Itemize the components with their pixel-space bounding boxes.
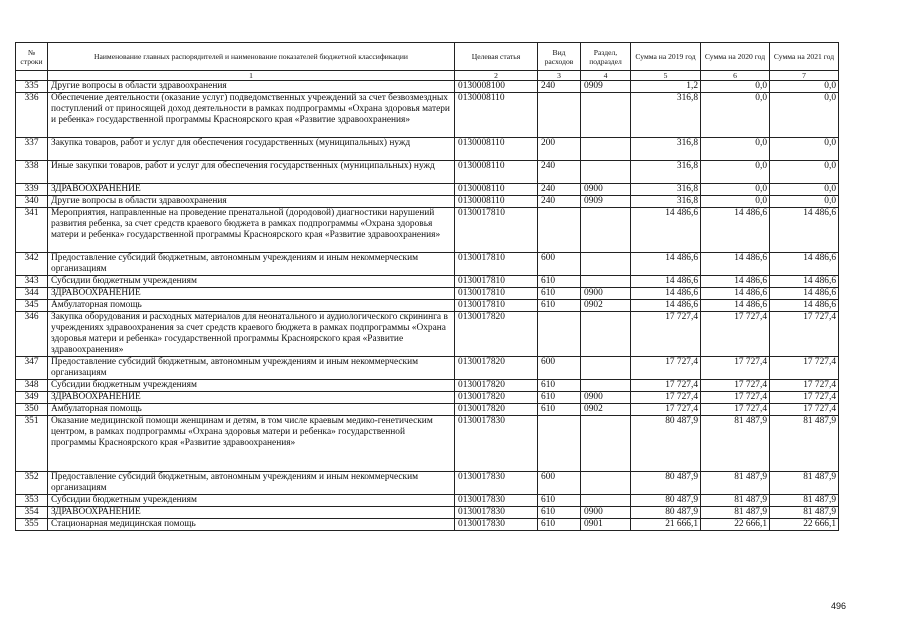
table-body — [16, 81, 839, 531]
column-number: 5 — [631, 71, 701, 81]
section-cell: 0909 — [581, 81, 631, 93]
sum-2019-cell: 14 486,6 — [631, 276, 701, 288]
section-cell: 0909 — [581, 196, 631, 208]
expense-type-cell: 600 — [538, 357, 581, 380]
expense-type-cell — [538, 208, 581, 253]
table-row — [16, 253, 839, 276]
row-number-cell: 342 — [16, 253, 48, 276]
budget-table-sheet — [15, 42, 839, 531]
sum-2020-cell: 0,0 — [701, 196, 770, 208]
target-article-cell: 0130017820 — [455, 392, 538, 404]
expense-type-cell: 240 — [538, 184, 581, 196]
header-sum-2020: Сумма на 2020 год — [701, 43, 770, 71]
name-cell: ЗДРАВООХРАНЕНИЕ — [48, 507, 455, 519]
sum-2021-cell: 81 487,9 — [770, 472, 839, 495]
sum-2020-cell: 17 727,4 — [701, 404, 770, 416]
sum-2019-cell: 14 486,6 — [631, 300, 701, 312]
sum-2019-cell: 316,8 — [631, 161, 701, 184]
header-expense-type: Вид расходов — [538, 43, 581, 71]
sum-2021-cell: 14 486,6 — [770, 300, 839, 312]
sum-2019-cell: 17 727,4 — [631, 404, 701, 416]
sum-2021-cell: 14 486,6 — [770, 276, 839, 288]
table-row — [16, 276, 839, 288]
table-row — [16, 472, 839, 495]
section-cell: 0900 — [581, 184, 631, 196]
target-article-cell: 0130017820 — [455, 380, 538, 392]
name-cell: ЗДРАВООХРАНЕНИЕ — [48, 392, 455, 404]
expense-type-cell: 200 — [538, 138, 581, 161]
section-cell: 0900 — [581, 507, 631, 519]
section-cell: 0900 — [581, 392, 631, 404]
name-cell: Обеспечение деятельности (оказание услуг) подведомственных учреждений за счет безвозмездных поступлений от приносящей доход деятельности в рамках подпрограммы «Охрана здоровья матери и ребенка» государственной программы Красноярского края «Развитие здравоохранения» — [48, 93, 455, 138]
target-article-cell: 0130017830 — [455, 495, 538, 507]
name-cell: Другие вопросы в области здравоохранения — [48, 81, 455, 93]
table-row — [16, 138, 839, 161]
sum-2019-cell: 80 487,9 — [631, 416, 701, 472]
sum-2020-cell: 0,0 — [701, 81, 770, 93]
sum-2021-cell: 14 486,6 — [770, 288, 839, 300]
table-row — [16, 507, 839, 519]
column-number: 1 — [48, 71, 455, 81]
name-cell: Иные закупки товаров, работ и услуг для обеспечения государственных (муниципальных) нужд — [48, 161, 455, 184]
target-article-cell: 0130008110 — [455, 138, 538, 161]
sum-2020-cell: 17 727,4 — [701, 357, 770, 380]
sum-2019-cell: 17 727,4 — [631, 357, 701, 380]
expense-type-cell — [538, 312, 581, 357]
target-article-cell: 0130008110 — [455, 161, 538, 184]
row-number-cell: 341 — [16, 208, 48, 253]
sum-2021-cell: 0,0 — [770, 93, 839, 138]
table-row — [16, 184, 839, 196]
sum-2019-cell: 316,8 — [631, 93, 701, 138]
row-number-cell: 345 — [16, 300, 48, 312]
sum-2020-cell: 14 486,6 — [701, 276, 770, 288]
sum-2019-cell: 80 487,9 — [631, 472, 701, 495]
name-cell: Предоставление субсидий бюджетным, автономным учреждениям и иным некоммерческим организациям — [48, 253, 455, 276]
target-article-cell: 0130008110 — [455, 196, 538, 208]
row-number-cell: 348 — [16, 380, 48, 392]
sum-2019-cell: 316,8 — [631, 196, 701, 208]
expense-type-cell: 240 — [538, 161, 581, 184]
sum-2019-cell: 80 487,9 — [631, 507, 701, 519]
target-article-cell: 0130017830 — [455, 507, 538, 519]
section-cell — [581, 93, 631, 138]
header-name: Наименование главных распорядителей и наименование показателей бюджетной классификации — [48, 43, 455, 71]
name-cell: ЗДРАВООХРАНЕНИЕ — [48, 184, 455, 196]
sum-2020-cell: 17 727,4 — [701, 312, 770, 357]
row-number-cell: 340 — [16, 196, 48, 208]
name-cell: ЗДРАВООХРАНЕНИЕ — [48, 288, 455, 300]
sum-2021-cell: 0,0 — [770, 196, 839, 208]
sum-2020-cell: 17 727,4 — [701, 380, 770, 392]
column-number: 4 — [581, 71, 631, 81]
section-cell: 0902 — [581, 300, 631, 312]
name-cell: Предоставление субсидий бюджетным, автономным учреждениям и иным некоммерческим организациям — [48, 357, 455, 380]
sum-2020-cell: 14 486,6 — [701, 288, 770, 300]
section-cell: 0900 — [581, 288, 631, 300]
sum-2021-cell: 14 486,6 — [770, 253, 839, 276]
section-cell — [581, 161, 631, 184]
name-cell: Другие вопросы в области здравоохранения — [48, 196, 455, 208]
sum-2019-cell: 14 486,6 — [631, 253, 701, 276]
row-number-cell: 343 — [16, 276, 48, 288]
expense-type-cell — [538, 93, 581, 138]
sum-2019-cell: 17 727,4 — [631, 392, 701, 404]
row-number-cell: 338 — [16, 161, 48, 184]
target-article-cell: 0130017820 — [455, 312, 538, 357]
section-cell — [581, 253, 631, 276]
sum-2020-cell: 22 666,1 — [701, 519, 770, 531]
sum-2020-cell: 81 487,9 — [701, 472, 770, 495]
expense-type-cell — [538, 416, 581, 472]
section-cell — [581, 208, 631, 253]
header-section: Раздел, подраздел — [581, 43, 631, 71]
section-cell — [581, 312, 631, 357]
sum-2020-cell: 0,0 — [701, 184, 770, 196]
expense-type-cell: 240 — [538, 81, 581, 93]
sum-2019-cell: 14 486,6 — [631, 288, 701, 300]
sum-2021-cell: 17 727,4 — [770, 312, 839, 357]
expense-type-cell: 610 — [538, 300, 581, 312]
name-cell: Мероприятия, направленные на проведение пренатальной (дородовой) диагностики нарушений развития ребенка, за счет средств краевого бюджета в рамках подпрограммы «Охрана здоровья матери и ребенка» государственной программы Красноярского края «Развитие здравоохранения» — [48, 208, 455, 253]
sum-2020-cell: 14 486,6 — [701, 300, 770, 312]
sum-2019-cell: 21 666,1 — [631, 519, 701, 531]
name-cell: Амбулаторная помощь — [48, 300, 455, 312]
section-cell — [581, 138, 631, 161]
sum-2020-cell: 0,0 — [701, 138, 770, 161]
sum-2019-cell: 17 727,4 — [631, 380, 701, 392]
table-row — [16, 288, 839, 300]
expense-type-cell: 610 — [538, 507, 581, 519]
section-cell — [581, 416, 631, 472]
sum-2019-cell: 316,8 — [631, 138, 701, 161]
header-row-number: № строки — [16, 43, 48, 71]
target-article-cell: 0130008100 — [455, 81, 538, 93]
section-cell — [581, 495, 631, 507]
section-cell — [581, 472, 631, 495]
name-cell: Амбулаторная помощь — [48, 404, 455, 416]
expense-type-cell: 610 — [538, 392, 581, 404]
table-row — [16, 404, 839, 416]
section-cell: 0901 — [581, 519, 631, 531]
target-article-cell: 0130008110 — [455, 184, 538, 196]
target-article-cell: 0130017830 — [455, 472, 538, 495]
row-number-cell: 339 — [16, 184, 48, 196]
target-article-cell: 0130017820 — [455, 357, 538, 380]
sum-2021-cell: 17 727,4 — [770, 392, 839, 404]
column-number — [16, 71, 48, 81]
table-row — [16, 196, 839, 208]
sum-2021-cell: 0,0 — [770, 184, 839, 196]
name-cell: Закупка товаров, работ и услуг для обеспечения государственных (муниципальных) нужд — [48, 138, 455, 161]
section-cell — [581, 380, 631, 392]
row-number-cell: 349 — [16, 392, 48, 404]
sum-2021-cell: 0,0 — [770, 138, 839, 161]
table-row — [16, 416, 839, 472]
row-number-cell: 346 — [16, 312, 48, 357]
target-article-cell: 0130017810 — [455, 288, 538, 300]
row-number-cell: 352 — [16, 472, 48, 495]
sum-2021-cell: 81 487,9 — [770, 507, 839, 519]
sum-2021-cell: 17 727,4 — [770, 357, 839, 380]
column-number: 3 — [538, 71, 581, 81]
table-row — [16, 380, 839, 392]
table-row — [16, 357, 839, 380]
budget-table — [15, 42, 839, 531]
table-row — [16, 519, 839, 531]
table-row — [16, 81, 839, 93]
target-article-cell: 0130017830 — [455, 416, 538, 472]
table-row — [16, 93, 839, 138]
expense-type-cell: 610 — [538, 495, 581, 507]
name-cell: Субсидии бюджетным учреждениям — [48, 380, 455, 392]
expense-type-cell: 610 — [538, 276, 581, 288]
expense-type-cell: 610 — [538, 519, 581, 531]
sum-2019-cell: 14 486,6 — [631, 208, 701, 253]
name-cell: Стационарная медицинская помощь — [48, 519, 455, 531]
row-number-cell: 354 — [16, 507, 48, 519]
sum-2021-cell: 81 487,9 — [770, 495, 839, 507]
table-row — [16, 208, 839, 253]
sum-2020-cell: 0,0 — [701, 93, 770, 138]
sum-2021-cell: 0,0 — [770, 161, 839, 184]
name-cell: Предоставление субсидий бюджетным, автономным учреждениям и иным некоммерческим организациям — [48, 472, 455, 495]
name-cell: Закупка оборудования и расходных материалов для неонатального и аудиологического скрининга в учреждениях здравоохранения за счет средств краевого бюджета в рамках подпрограммы «Охрана здоровья матери и ребенка» государственной программы Красноярского края «Развитие здравоохранения» — [48, 312, 455, 357]
sum-2020-cell: 81 487,9 — [701, 495, 770, 507]
expense-type-cell: 240 — [538, 196, 581, 208]
table-row — [16, 300, 839, 312]
header-sum-2019: Сумма на 2019 год — [631, 43, 701, 71]
sum-2021-cell: 81 487,9 — [770, 416, 839, 472]
target-article-cell: 0130017810 — [455, 276, 538, 288]
row-number-cell: 350 — [16, 404, 48, 416]
table-row — [16, 495, 839, 507]
row-number-cell: 353 — [16, 495, 48, 507]
header-sum-2021: Сумма на 2021 год — [770, 43, 839, 71]
sum-2019-cell: 17 727,4 — [631, 312, 701, 357]
sum-2019-cell: 1,2 — [631, 81, 701, 93]
row-number-cell: 336 — [16, 93, 48, 138]
sum-2020-cell: 14 486,6 — [701, 253, 770, 276]
expense-type-cell: 600 — [538, 253, 581, 276]
row-number-cell: 337 — [16, 138, 48, 161]
sum-2020-cell: 17 727,4 — [701, 392, 770, 404]
row-number-cell: 347 — [16, 357, 48, 380]
table-header-row — [16, 43, 839, 71]
sum-2021-cell: 17 727,4 — [770, 380, 839, 392]
expense-type-cell: 600 — [538, 472, 581, 495]
sum-2020-cell: 81 487,9 — [701, 507, 770, 519]
sum-2019-cell: 80 487,9 — [631, 495, 701, 507]
sum-2021-cell: 0,0 — [770, 81, 839, 93]
sum-2020-cell: 0,0 — [701, 161, 770, 184]
target-article-cell: 0130008110 — [455, 93, 538, 138]
expense-type-cell: 610 — [538, 404, 581, 416]
row-number-cell: 344 — [16, 288, 48, 300]
name-cell: Оказание медицинской помощи женщинам и детям, в том числе краевым медико-генетическим центром, в рамках подпрограммы «Охрана здоровья матери и ребенка» государственной программы Красноярского края «Развитие здравоохранения» — [48, 416, 455, 472]
table-row — [16, 312, 839, 357]
name-cell: Субсидии бюджетным учреждениям — [48, 276, 455, 288]
page-number: 496 — [831, 601, 847, 611]
section-cell: 0902 — [581, 404, 631, 416]
sum-2021-cell: 22 666,1 — [770, 519, 839, 531]
target-article-cell: 0130017810 — [455, 253, 538, 276]
sum-2020-cell: 14 486,6 — [701, 208, 770, 253]
target-article-cell: 0130017810 — [455, 208, 538, 253]
section-cell — [581, 276, 631, 288]
sum-2021-cell: 17 727,4 — [770, 404, 839, 416]
table-row — [16, 392, 839, 404]
target-article-cell: 0130017810 — [455, 300, 538, 312]
sum-2021-cell: 14 486,6 — [770, 208, 839, 253]
target-article-cell: 0130017820 — [455, 404, 538, 416]
row-number-cell: 335 — [16, 81, 48, 93]
expense-type-cell: 610 — [538, 288, 581, 300]
column-number: 2 — [455, 71, 538, 81]
expense-type-cell: 610 — [538, 380, 581, 392]
sum-2019-cell: 316,8 — [631, 184, 701, 196]
row-number-cell: 351 — [16, 416, 48, 472]
target-article-cell: 0130017830 — [455, 519, 538, 531]
sum-2020-cell: 81 487,9 — [701, 416, 770, 472]
column-number-row — [16, 71, 839, 81]
column-number: 6 — [701, 71, 770, 81]
column-number: 7 — [770, 71, 839, 81]
header-target-article: Целевая статья — [455, 43, 538, 71]
section-cell — [581, 357, 631, 380]
row-number-cell: 355 — [16, 519, 48, 531]
table-row — [16, 161, 839, 184]
name-cell: Субсидии бюджетным учреждениям — [48, 495, 455, 507]
